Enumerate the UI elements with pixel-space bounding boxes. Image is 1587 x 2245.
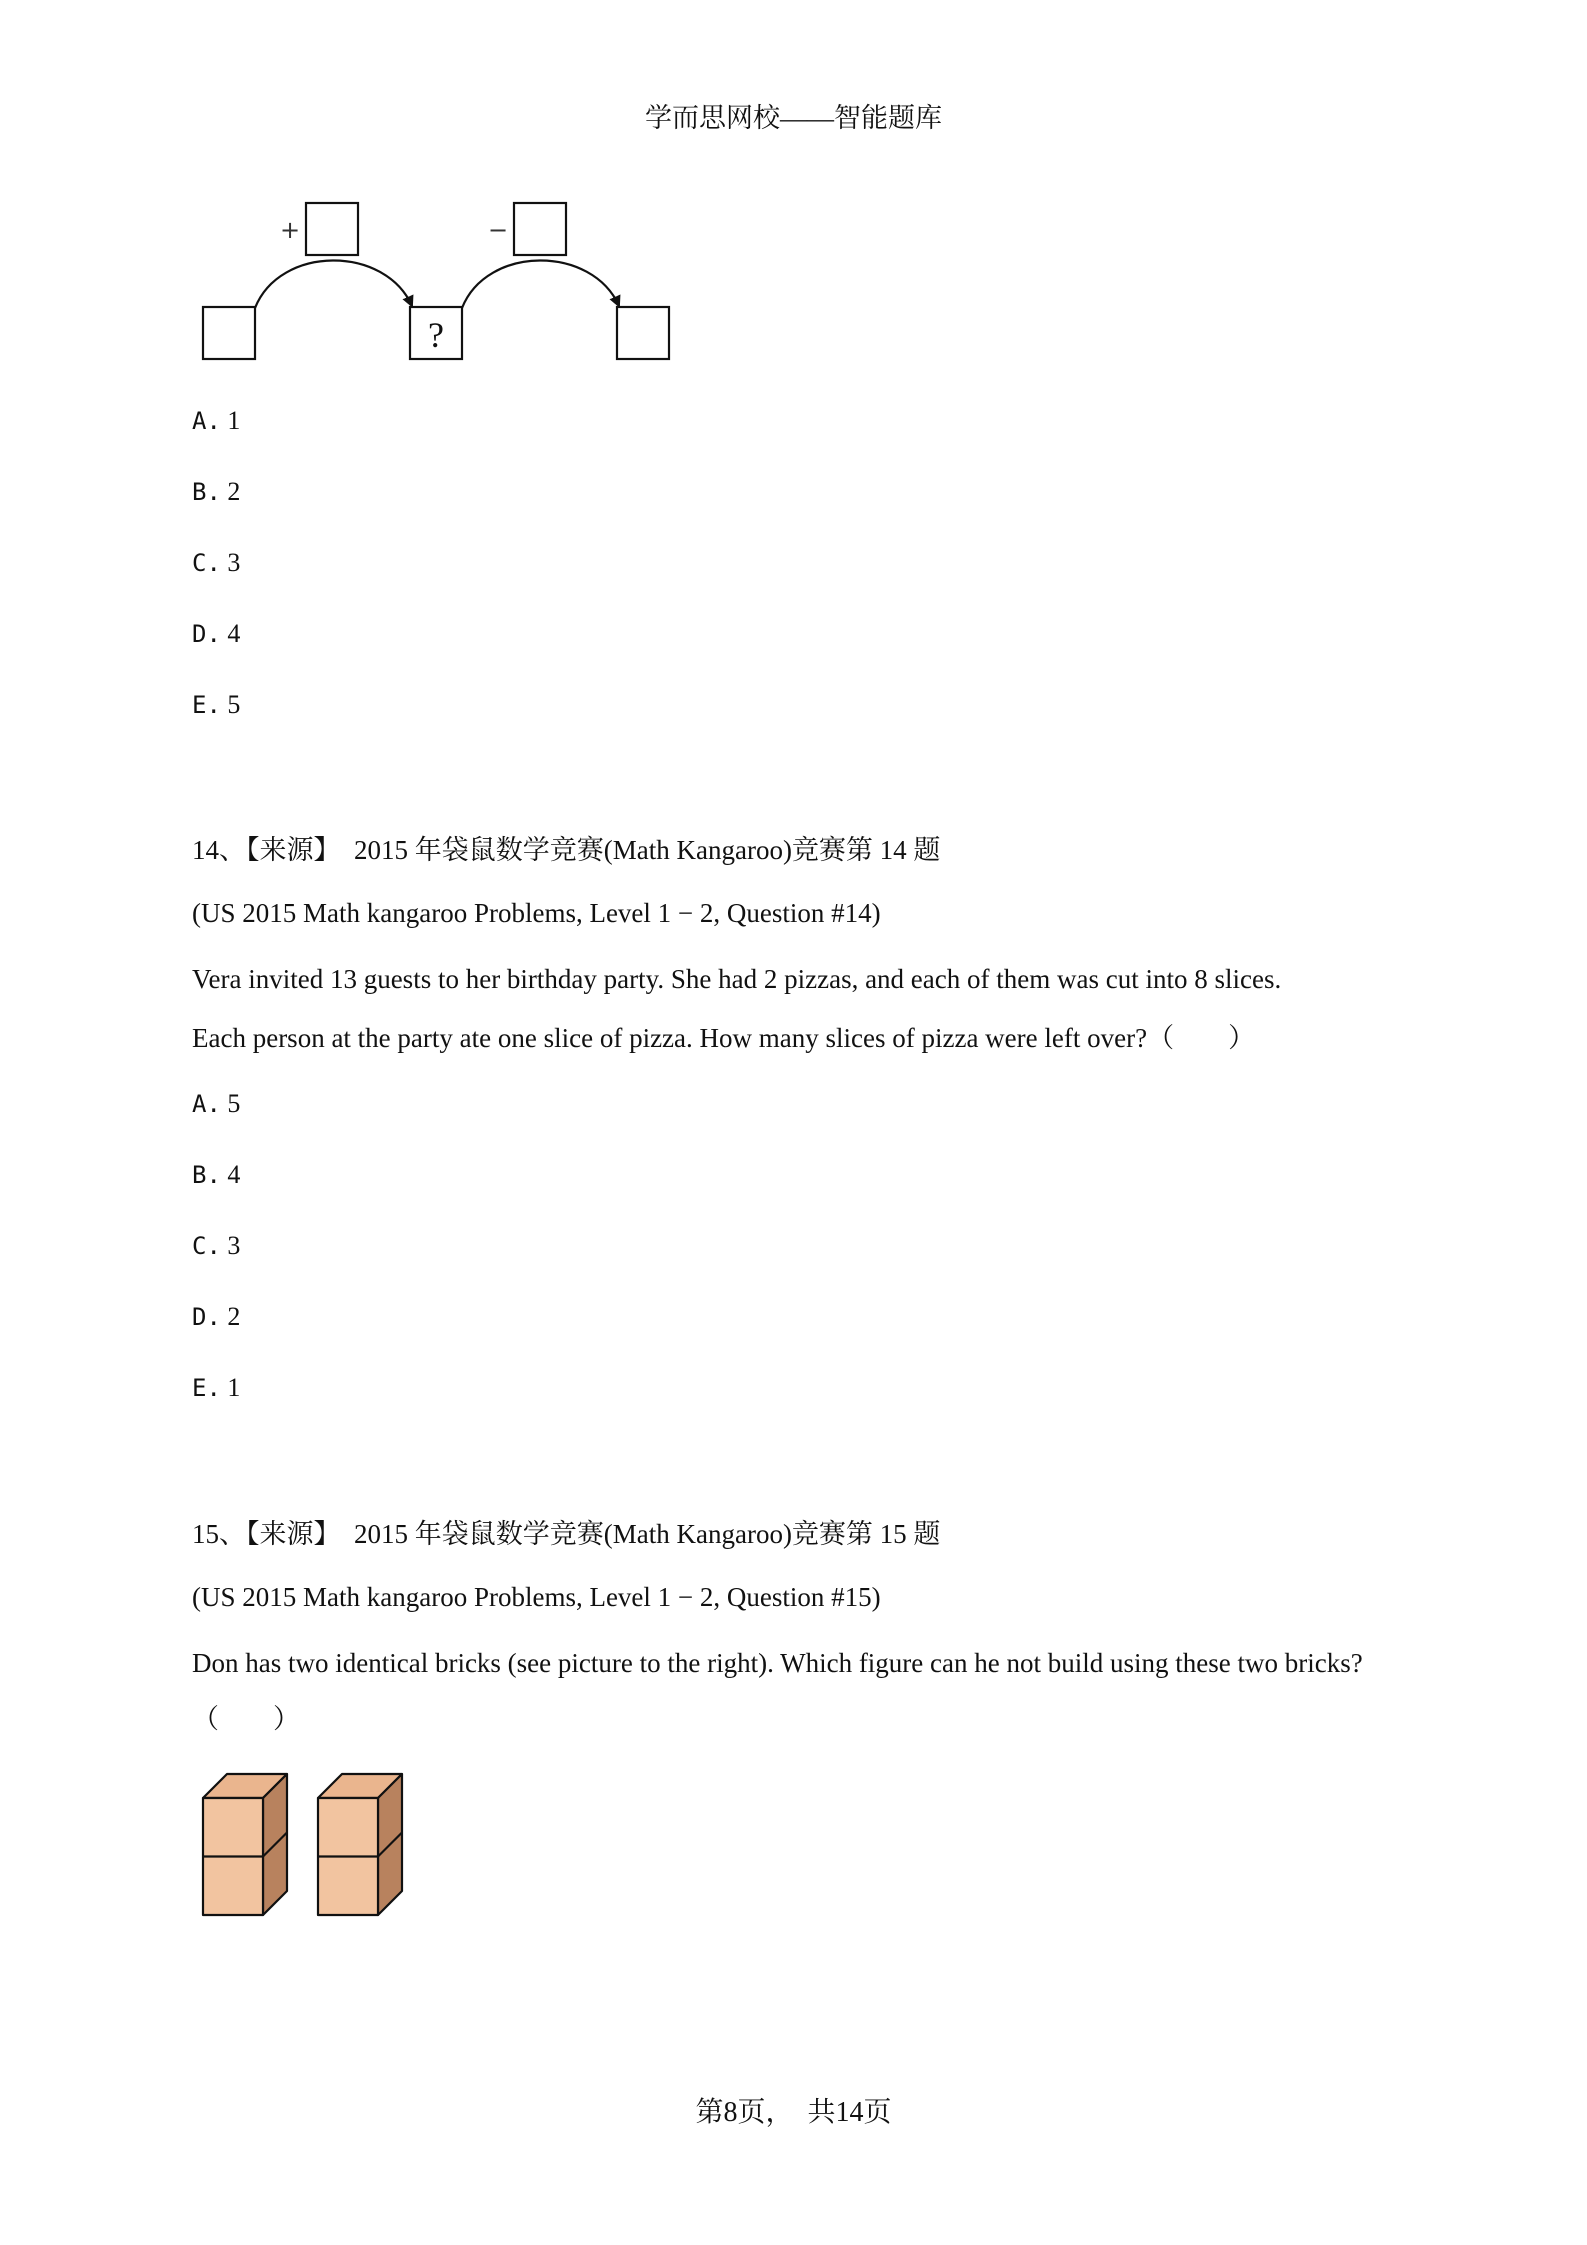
bricks-picture	[0, 0, 500, 1950]
subtract-box	[514, 203, 566, 255]
q15-reference: (US 2015 Math kangaroo Problems, Level 1 − 2, Question #15)	[192, 1582, 881, 1612]
plus-sign: +	[279, 216, 301, 244]
q15-number: 15、	[192, 1519, 246, 1549]
q14-option-d[interactable]: D. 2	[192, 1302, 241, 1331]
q14-source-tag: 【来源】	[246, 835, 341, 865]
q14-question-line-1: Vera invited 13 guests to her birthday party. She had 2 pizzas, and each of them was cut into 8 slices.	[192, 964, 1282, 994]
q14-option-a[interactable]: A. 5	[192, 1089, 241, 1118]
q13-option-a[interactable]: A. 1	[192, 406, 241, 435]
q14-reference: (US 2015 Math kangaroo Problems, Level 1 − 2, Question #14)	[192, 898, 881, 928]
q14-option-e[interactable]: E. 1	[192, 1373, 241, 1402]
q13-option-c[interactable]: C. 3	[192, 548, 241, 577]
minus-sign: −	[487, 216, 509, 244]
q14-option-b[interactable]: B. 4	[192, 1160, 241, 1189]
q15-source: 2015 年袋鼠数学竞赛(Math Kangaroo)竞赛第 15 题	[354, 1519, 941, 1549]
q13-option-b[interactable]: B. 2	[192, 477, 241, 506]
q15-question-line-2: （ ）	[192, 1704, 300, 1734]
end-box	[617, 307, 669, 359]
q14-question-line-2: Each person at the party ate one slice of pizza. How many slices of pizza were left over?（ ）	[192, 1023, 1256, 1053]
q15-question-line-1: Don has two identical bricks (see picture to the right). Which figure can he not build using these two bricks?	[192, 1648, 1363, 1678]
page-footer: 第8页， 共14页	[695, 2097, 892, 2128]
q14-source: 2015 年袋鼠数学竞赛(Math Kangaroo)竞赛第 14 题	[354, 835, 941, 865]
q13-option-e[interactable]: E. 5	[192, 690, 241, 719]
q14-option-c[interactable]: C. 3	[192, 1231, 241, 1260]
q13-option-d[interactable]: D. 4	[192, 619, 241, 648]
page-header: 学而思网校——智能题库	[645, 103, 942, 133]
q15-source-tag: 【来源】	[246, 1519, 341, 1549]
question-mark: ?	[428, 315, 444, 355]
q14-number: 14、	[192, 835, 246, 865]
